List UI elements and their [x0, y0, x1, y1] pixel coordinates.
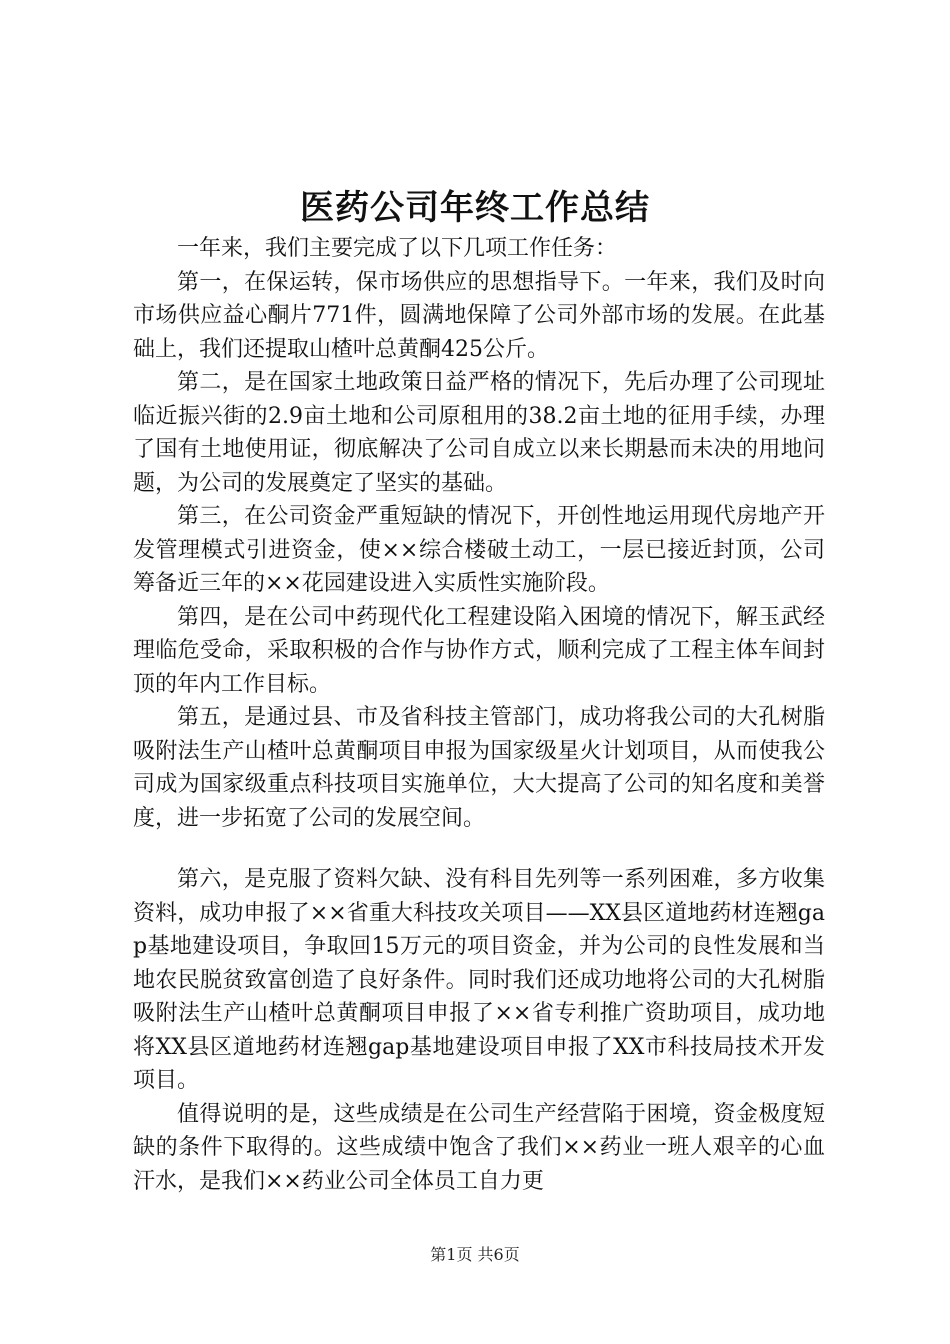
page-number-footer: 第1页 共6页 [430, 1245, 520, 1264]
paragraph-fifth: 第五，是通过县、市及省科技主管部门，成功将我公司的大孔树脂吸附法生产山楂叶总黄酮项目申报为国家级星火计划项目，从而使我公司成为国家级重点科技项目实施单位，大大提高了公司的知名度和美誉度，进一步拓宽了公司的发展空间。 [133, 705, 825, 831]
document-title: 医药公司年终工作总结 [300, 188, 650, 228]
paragraph-sixth: 第六，是克服了资料欠缺、没有科目先列等一系列困难，多方收集资料，成功申报了××省重大科技攻关项目——XX县区道地药材连翘gap基地建设项目，争取回15万元的项目资金，并为公司的良性发展和当地农民脱贫致富创造了良好条件。同时我们还成功地将公司的大孔树脂吸附法生产山楂叶总黄酮项目申报了××省专利推广资助项目，成功地将XX县区道地药材连翘gap基地建设项目申报了XX市科技局技术开发项目。 [133, 867, 825, 1093]
paragraph-spacer [133, 835, 825, 863]
document-body [133, 232, 825, 1198]
paragraph-second: 第二，是在国家土地政策日益严格的情况下，先后办理了公司现址临近振兴街的2.9亩土地和公司原租用的38.2亩土地的征用手续，办理了国有土地使用证，彻底解决了公司自成立以来长期悬而未决的用地问题，为公司的发展奠定了坚实的基础。 [133, 370, 825, 496]
paragraph-fourth: 第四，是在公司中药现代化工程建设陷入困境的情况下，解玉武经理临危受命，采取积极的合作与协作方式，顺利完成了工程主体车间封顶的年内工作目标。 [133, 604, 825, 697]
paragraph-intro: 一年来，我们主要完成了以下几项工作任务： [177, 236, 618, 261]
paragraph-third: 第三，在公司资金严重短缺的情况下，开创性地运用现代房地产开发管理模式引进资金，使××综合楼破土动工，一层已接近封顶，公司筹备近三年的××花园建设进入实质性实施阶段。 [133, 504, 825, 596]
paragraph-first: 第一，在保运转，保市场供应的思想指导下。一年来，我们及时向市场供应益心酮片771件，圆满地保障了公司外部市场的发展。在此基础上，我们还提取山楂叶总黄酮425公斤。 [133, 269, 825, 362]
paragraph-conclusion: 值得说明的是，这些成绩是在公司生产经营陷于困境，资金极度短缺的条件下取得的。这些成绩中饱含了我们××药业一班人艰辛的心血汗水，是我们××药业公司全体员工自力更 [133, 1101, 825, 1194]
